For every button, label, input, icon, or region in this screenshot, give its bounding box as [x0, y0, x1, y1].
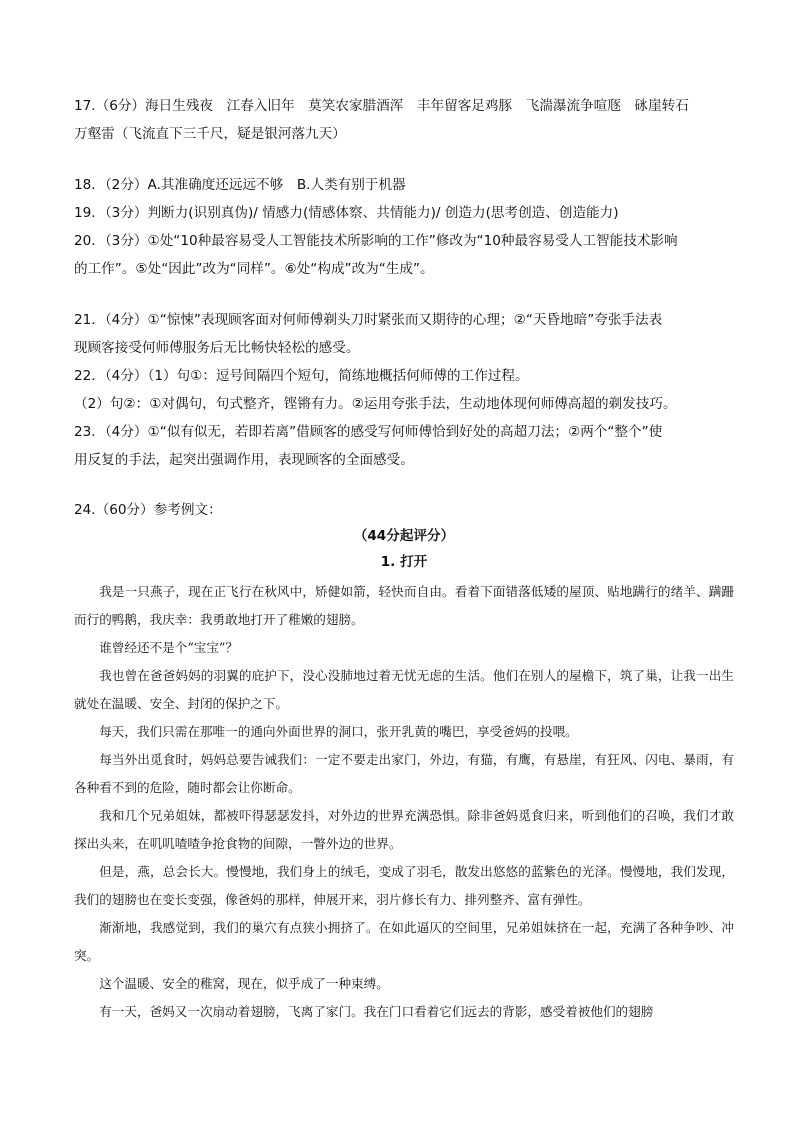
answer-21-line-2: 现顾客接受何师傅服务后无比畅快轻松的感受。 — [74, 340, 360, 356]
answer-17-line-2: 万壑雷（飞流直下三千尺，疑是银河落九天） — [74, 126, 346, 142]
essay-body — [74, 578, 734, 1026]
essay-paragraph: 每天，我们只需在那唯一的通向外面世界的洞口，张开乳黄的嘴巴，享受爸妈的投喂。 — [99, 724, 578, 739]
essay-paragraph: 我也曾在爸爸妈妈的羽翼的庇护下，没心没肺地过着无忧无虑的生活。他们在别人的屋檐下，筑了巢，让我一出生就处在温暖、安全、封闭的保护之下。 — [74, 668, 734, 711]
essay-score-note: （44分起评分） — [353, 528, 455, 544]
answer-22-line-2: （2）句②：①对偶句，句式整齐，铿锵有力。②运用夸张手法，生动地体现何师傅高超的剃发技巧。 — [74, 396, 677, 412]
answer-24-header: 24.（60分）参考例文： — [74, 502, 222, 518]
answer-17-line-1: 17.（6分）海日生残夜 江春入旧年 莫笑农家腊酒浑 丰年留客足鸡豚 飞湍瀑流争喧豗 砯崖转石 — [74, 98, 689, 114]
answer-18: 18．（2分）A.其准确度还远远不够 B.人类有别于机器 — [74, 177, 406, 193]
essay-paragraph: 有一天，爸妈又一次扇动着翅膀，飞离了家门。我在门口看着它们远去的背影，感受着被他们的翅膀 — [99, 1004, 654, 1019]
essay-paragraph: 我是一只燕子，现在正飞行在秋风中，矫健如箭，轻快而自由。看着下面错落低矮的屋顶、贴地蹒行的绪羊、蹒跚而行的鸭鹅，我庆幸：我勇敢地打开了稚嫩的翅膀。 — [74, 584, 734, 627]
answer-22-line-1: 22．（4分）（1）句①：逗号间隔四个短句，简练地概括何师傅的工作过程。 — [74, 368, 529, 384]
essay-paragraph: 渐渐地，我感觉到，我们的巢穴有点狭小拥挤了。在如此逼仄的空间里，兄弟姐妹挤在一起，充满了各种争吵、冲突。 — [74, 920, 734, 963]
essay-paragraph: 这个温暖、安全的稚窝，现在，似乎成了一种束缚。 — [99, 976, 389, 991]
essay-paragraph: 我和几个兄弟姐妹，都被吓得瑟瑟发抖，对外边的世界充满恐惧。除非爸妈觅食归来，听到他们的召唤，我们才敢探出头来，在叽叽喳喳争抢食物的间隙，一瞥外边的世界。 — [74, 808, 734, 851]
essay-paragraph: 谁曾经还不是个“宝宝”？ — [99, 640, 239, 655]
answer-21-line-1: 21．（4分）①“惊悚”表现顾客面对何师傅剃头刀时紧张而又期待的心理；②“天昏地暗”夸张手法表 — [74, 312, 663, 328]
answer-19: 19．（3分）判断力(识别真伪)/ 情感力(情感体察、共情能力)/ 创造力(思考创造、创造能力) — [74, 205, 619, 221]
essay-title: 1. 打开 — [380, 554, 428, 570]
answer-20-line-1: 20．（3分）①处“10种最容易受人工智能技术所影响的工作”修改为“10种最容易受人工智能技术影响 — [74, 233, 678, 249]
answer-23-line-1: 23．（4分）①“似有似无，若即若离”借顾客的感受写何师傅恰到好处的高超刀法；②两个“整个”使 — [74, 424, 663, 440]
answer-20-line-2: 的工作”。⑤处“因此”改为“同样”。⑥处“构成”改为“生成”。 — [74, 261, 434, 277]
essay-paragraph: 每当外出觅食时，妈妈总要告诫我们：一定不要走出家门，外边，有猫，有鹰，有悬崖，有狂风、闪电、暴雨，有各种看不到的危险，随时都会让你断命。 — [74, 752, 734, 795]
answer-23-line-2: 用反复的手法，起突出强调作用，表现顾客的全面感受。 — [74, 452, 414, 468]
essay-paragraph: 但是，燕，总会长大。慢慢地，我们身上的绒毛，变成了羽毛，散发出悠悠的蓝紫色的光泽。慢慢地，我们发现，我们的翅膀也在变长变强，像爸妈的那样，伸展开来，羽片修长有力、排列整齐、富有弹性。 — [74, 864, 734, 907]
